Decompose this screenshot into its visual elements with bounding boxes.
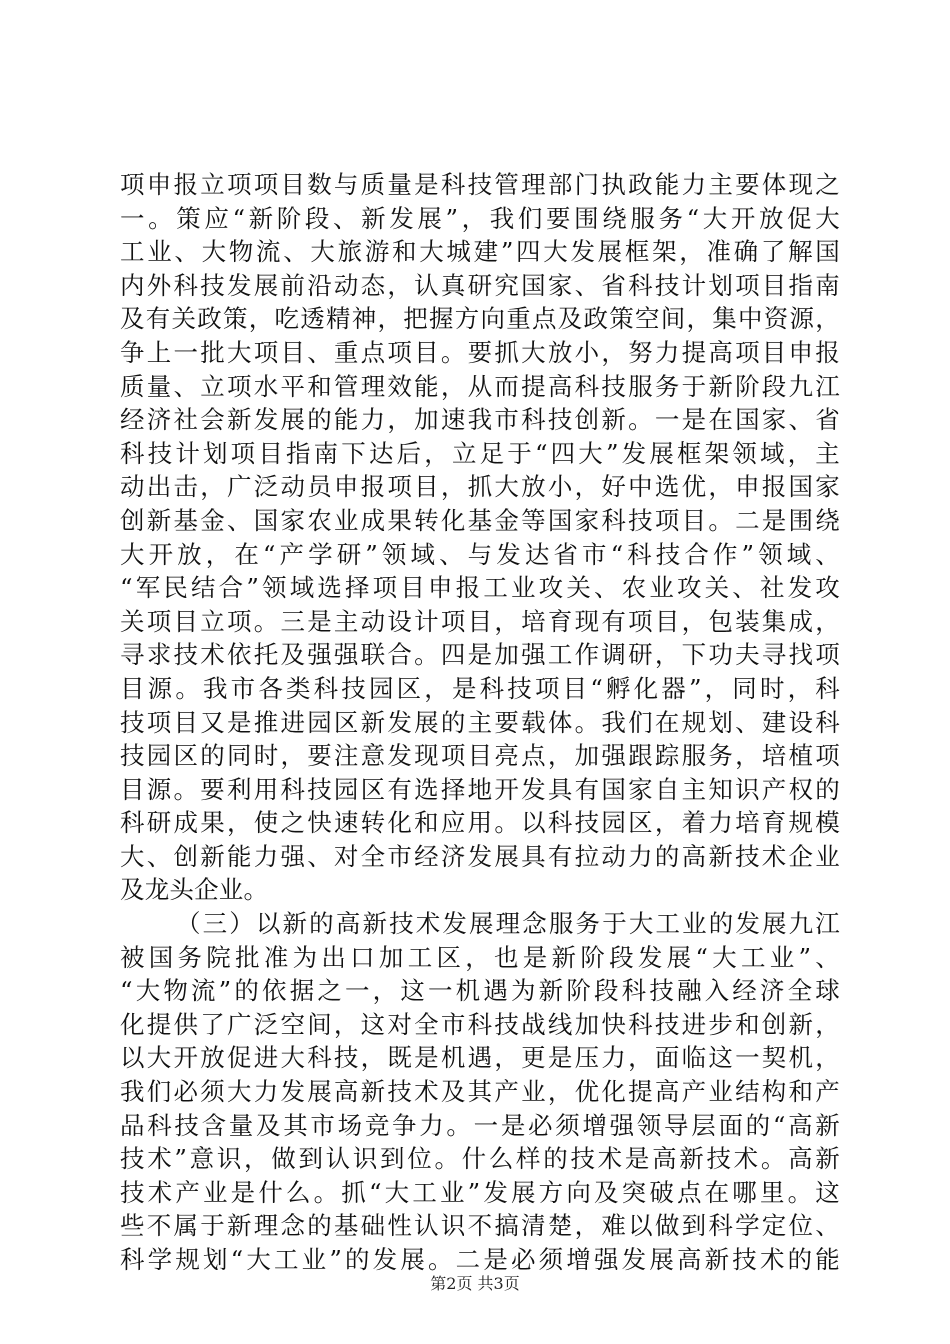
text-line: 大、创新能力强、对全市经济发展具有拉动力的高新技术企业 (120, 841, 840, 871)
text-line: 科技计划项目指南下达后，立足于“四大”发展框架领域，主 (120, 438, 840, 468)
text-line: 技园区的同时，要注意发现项目亮点，加强跟踪服务，培植项 (120, 741, 840, 771)
paragraph-end-line: 及龙头企业。 (120, 875, 269, 905)
text-line: 内外科技发展前沿动态，认真研究国家、省科技计划项目指南 (120, 270, 840, 300)
text-line: 争上一批大项目、重点项目。要抓大放小，努力提高项目申报 (120, 337, 840, 367)
text-line: 目源。我市各类科技园区，是科技项目“孵化器”，同时，科 (120, 673, 840, 703)
text-line: 项申报立项项目数与质量是科技管理部门执政能力主要体现之 (120, 170, 840, 199)
page-number-footer: 第2页 共3页 (430, 1274, 520, 1293)
text-line: 目源。要利用科技园区有选择地开发具有国家自主知识产权的 (120, 774, 840, 804)
text-line: 经济社会新发展的能力，加速我市科技创新。一是在国家、省 (120, 405, 840, 435)
text-line: 技项目又是推进园区新发展的主要载体。我们在规划、建设科 (120, 707, 840, 737)
text-line: 质量、立项水平和管理效能，从而提高科技服务于新阶段九江 (120, 371, 840, 401)
document-body (120, 168, 840, 1277)
text-line: “大物流”的依据之一，这一机遇为新阶段科技融入经济全球 (120, 976, 840, 1006)
text-line: 科研成果，使之快速转化和应用。以科技园区，着力培育规模 (120, 808, 840, 838)
text-line: 及有关政策，吃透精神，把握方向重点及政策空间，集中资源， (120, 304, 840, 334)
text-line: 些不属于新理念的基础性认识不搞清楚，难以做到科学定位、 (120, 1211, 840, 1241)
text-line: 被国务院批准为出口加工区，也是新阶段发展“大工业”、 (120, 942, 840, 972)
text-line: 关项目立项。三是主动设计项目，培育现有项目，包装集成， (120, 606, 840, 636)
text-line: 寻求技术依托及强强联合。四是加强工作调研，下功夫寻找项 (120, 640, 840, 670)
text-line: 技术产业是什么。抓“大工业”发展方向及突破点在哪里。这 (120, 1177, 840, 1207)
text-line: 大开放，在“产学研”领域、与发达省市“科技合作”领域、 (120, 539, 840, 569)
text-line: 一。策应“新阶段、新发展”，我们要围绕服务“大开放促大 (120, 203, 840, 233)
text-line: 品科技含量及其市场竞争力。一是必须增强领导层面的“高新 (120, 1110, 840, 1140)
text-line: 技术”意识，做到认识到位。什么样的技术是高新技术。高新 (120, 1144, 840, 1174)
text-line: 创新基金、国家农业成果转化基金等国家科技项目。二是围绕 (120, 505, 840, 535)
text-line: 以大开放促进大科技，既是机遇，更是压力，面临这一契机， (120, 1043, 840, 1073)
section-heading-line: （三）以新的高新技术发展理念服务于大工业的发展九江 (176, 909, 840, 939)
text-line: 我们必须大力发展高新技术及其产业，优化提高产业结构和产 (120, 1077, 840, 1107)
text-line: 科学规划“大工业”的发展。二是必须增强发展高新技术的能 (120, 1245, 840, 1274)
text-line: 动出击，广泛动员申报项目，抓大放小，好中选优，申报国家 (120, 472, 840, 502)
text-line: 化提供了广泛空间，这对全市科技战线加快科技进步和创新， (120, 1009, 840, 1039)
text-line: “军民结合”领域选择项目申报工业攻关、农业攻关、社发攻 (120, 573, 840, 603)
text-line: 工业、大物流、大旅游和大城建”四大发展框架，准确了解国 (120, 237, 840, 267)
